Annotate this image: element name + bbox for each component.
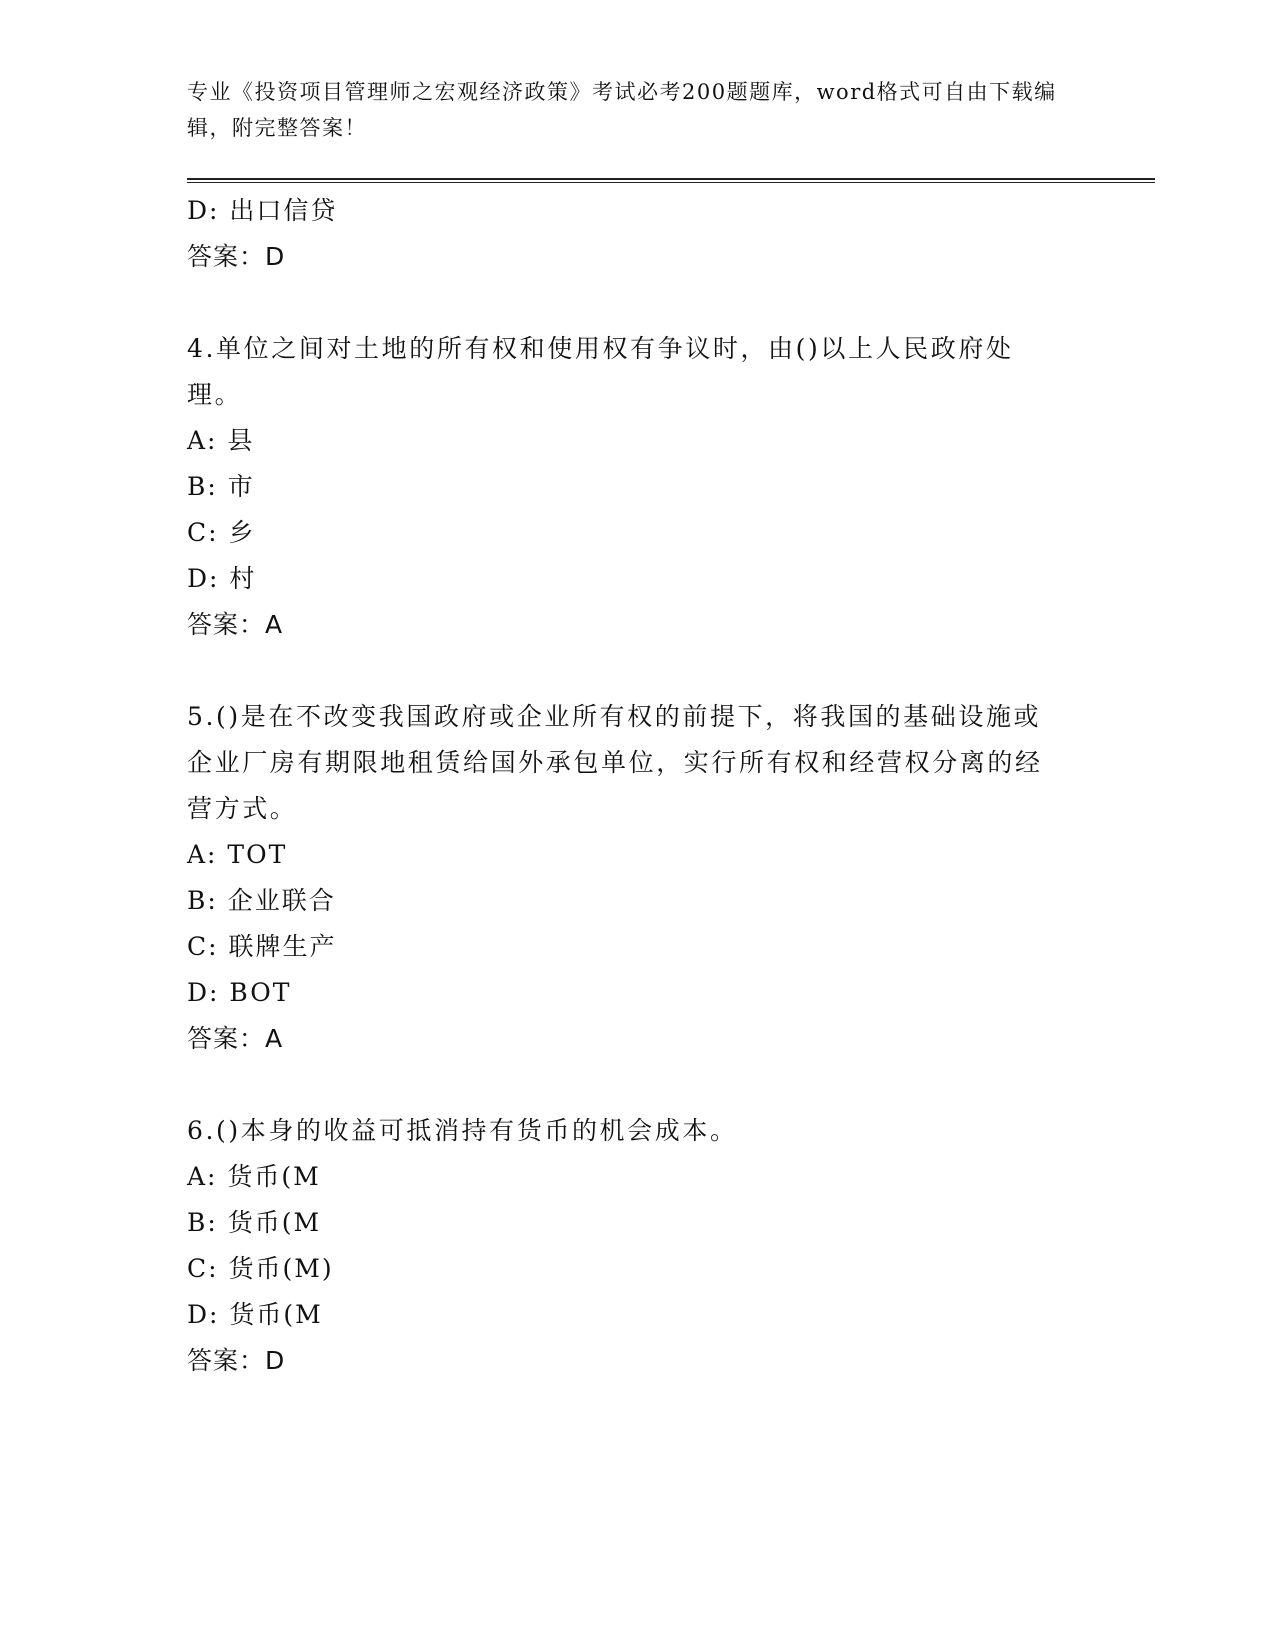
answer: 答案：A: [187, 1024, 284, 1053]
question-stem: 5.()是在不改变我国政府或企业所有权的前提下，将我国的基础设施或企业厂房有期限地租赁给国外承包单位，实行所有权和经营权分离的经营方式。: [187, 702, 1043, 823]
question-stem: 6.()本身的收益可抵消持有货币的机会成本。: [187, 1116, 738, 1145]
document-header: 专业《投资项目管理师之宏观经济政策》考试必考200题题库，word格式可自由下载编辑，附完整答案！: [187, 80, 1057, 140]
option-b: B: 市: [187, 472, 255, 501]
option-a: A: TOT: [187, 840, 288, 869]
option-b: B: 货币(M: [187, 1208, 322, 1237]
answer: 答案：A: [187, 610, 284, 639]
answer: 答案：D: [187, 242, 286, 271]
question-3-tail: [187, 188, 1067, 280]
option-d: D: BOT: [187, 978, 292, 1007]
header-divider: [187, 178, 1155, 183]
question-4: [187, 326, 1067, 648]
question-stem: 4.单位之间对土地的所有权和使用权有争议时，由()以上人民政府处理。: [187, 334, 1014, 409]
option-b: B: 企业联合: [187, 886, 336, 915]
option-c: C: 乡: [187, 518, 256, 547]
option-a: A: 县: [187, 426, 255, 455]
option-d: D: 村: [187, 564, 257, 593]
option-c: C: 货币(M): [187, 1254, 334, 1283]
option-d: D: 出口信贷: [187, 196, 338, 225]
option-c: C: 联牌生产: [187, 932, 337, 961]
document-body: [187, 188, 1067, 1384]
option-a: A: 货币(M: [187, 1162, 321, 1191]
question-6: [187, 1108, 1067, 1384]
question-5: [187, 694, 1067, 1062]
answer: 答案：D: [187, 1346, 286, 1375]
option-d: D: 货币(M: [187, 1300, 323, 1329]
